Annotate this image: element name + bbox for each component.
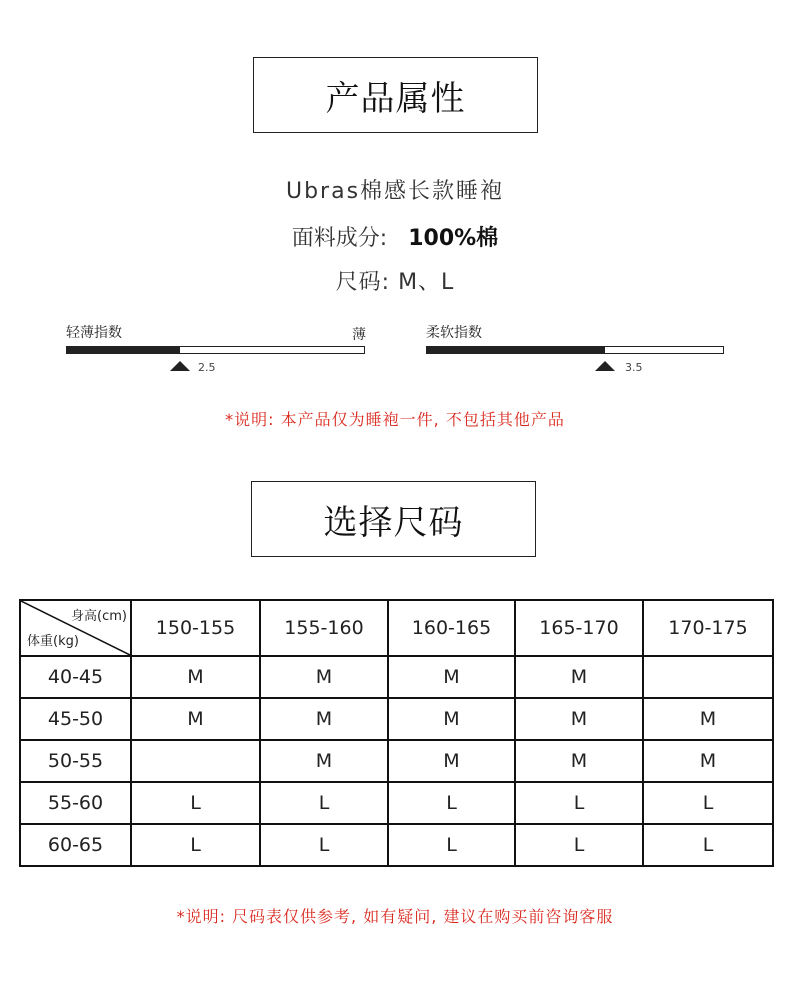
softness-gauge-fill (427, 347, 605, 353)
height-header-cell: 165-170 (515, 600, 643, 656)
weight-cell: 40-45 (20, 656, 131, 698)
size-cell: L (643, 782, 773, 824)
size-cell (643, 656, 773, 698)
size-cell: L (388, 782, 515, 824)
size-cell: M (515, 698, 643, 740)
softness-gauge-value: 3.5 (625, 361, 643, 374)
corner-weight-label: 体重(kg) (27, 634, 79, 649)
size-cell: M (643, 698, 773, 740)
size-section-title: 选择尺码 (251, 481, 536, 557)
height-header-cell: 150-155 (131, 600, 260, 656)
thinness-gauge-label: 轻薄指数 (66, 325, 122, 341)
table-row (20, 740, 773, 782)
weight-cell: 45-50 (20, 698, 131, 740)
size-cell: L (260, 782, 388, 824)
size-cell (131, 740, 260, 782)
height-header-cell: 155-160 (260, 600, 388, 656)
size-cell: L (515, 824, 643, 866)
attributes-title: 产品属性 (253, 57, 538, 133)
size-cell: M (643, 740, 773, 782)
size-cell: M (515, 740, 643, 782)
size-cell: L (388, 824, 515, 866)
size-cell: L (643, 824, 773, 866)
thinness-gauge-end-label: 薄 (352, 327, 366, 343)
corner-height-label: 身高(cm) (71, 609, 127, 624)
size-cell: M (260, 656, 388, 698)
fabric-line (0, 221, 790, 252)
thinness-gauge-fill (67, 347, 180, 353)
weight-cell: 50-55 (20, 740, 131, 782)
fabric-label: 面料成分: (291, 226, 388, 251)
size-cell: L (131, 782, 260, 824)
table-row (20, 824, 773, 866)
height-header-cell: 160-165 (388, 600, 515, 656)
softness-gauge-marker-icon (595, 361, 615, 371)
size-cell: M (388, 656, 515, 698)
size-cell: M (131, 656, 260, 698)
size-cell: L (131, 824, 260, 866)
size-cell: M (260, 740, 388, 782)
softness-gauge-track (426, 346, 724, 354)
size-chart-table (19, 599, 774, 867)
size-cell: M (260, 698, 388, 740)
size-cell: M (515, 656, 643, 698)
size-cell: L (515, 782, 643, 824)
thinness-gauge-track (66, 346, 365, 354)
table-row (20, 698, 773, 740)
size-cell: L (260, 824, 388, 866)
size-cell: M (131, 698, 260, 740)
size-chart-header-row (20, 600, 773, 656)
table-row (20, 656, 773, 698)
size-chart-corner-cell (20, 600, 131, 656)
size-chart-note: *说明: 尺码表仅供参考, 如有疑问, 建议在购买前咨询客服 (176, 907, 614, 926)
table-row (20, 782, 773, 824)
fabric-value: 100%棉 (408, 226, 499, 251)
product-name: Ubras棉感长款睡袍 (285, 179, 505, 204)
size-line: 尺码: M、L (335, 270, 455, 295)
softness-gauge-label: 柔软指数 (426, 325, 482, 341)
weight-cell: 60-65 (20, 824, 131, 866)
size-cell: M (388, 698, 515, 740)
weight-cell: 55-60 (20, 782, 131, 824)
size-cell: M (388, 740, 515, 782)
product-note: *说明: 本产品仅为睡袍一件, 不包括其他产品 (225, 410, 565, 429)
thinness-gauge-value: 2.5 (198, 361, 216, 374)
thinness-gauge-marker-icon (170, 361, 190, 371)
height-header-cell: 170-175 (643, 600, 773, 656)
